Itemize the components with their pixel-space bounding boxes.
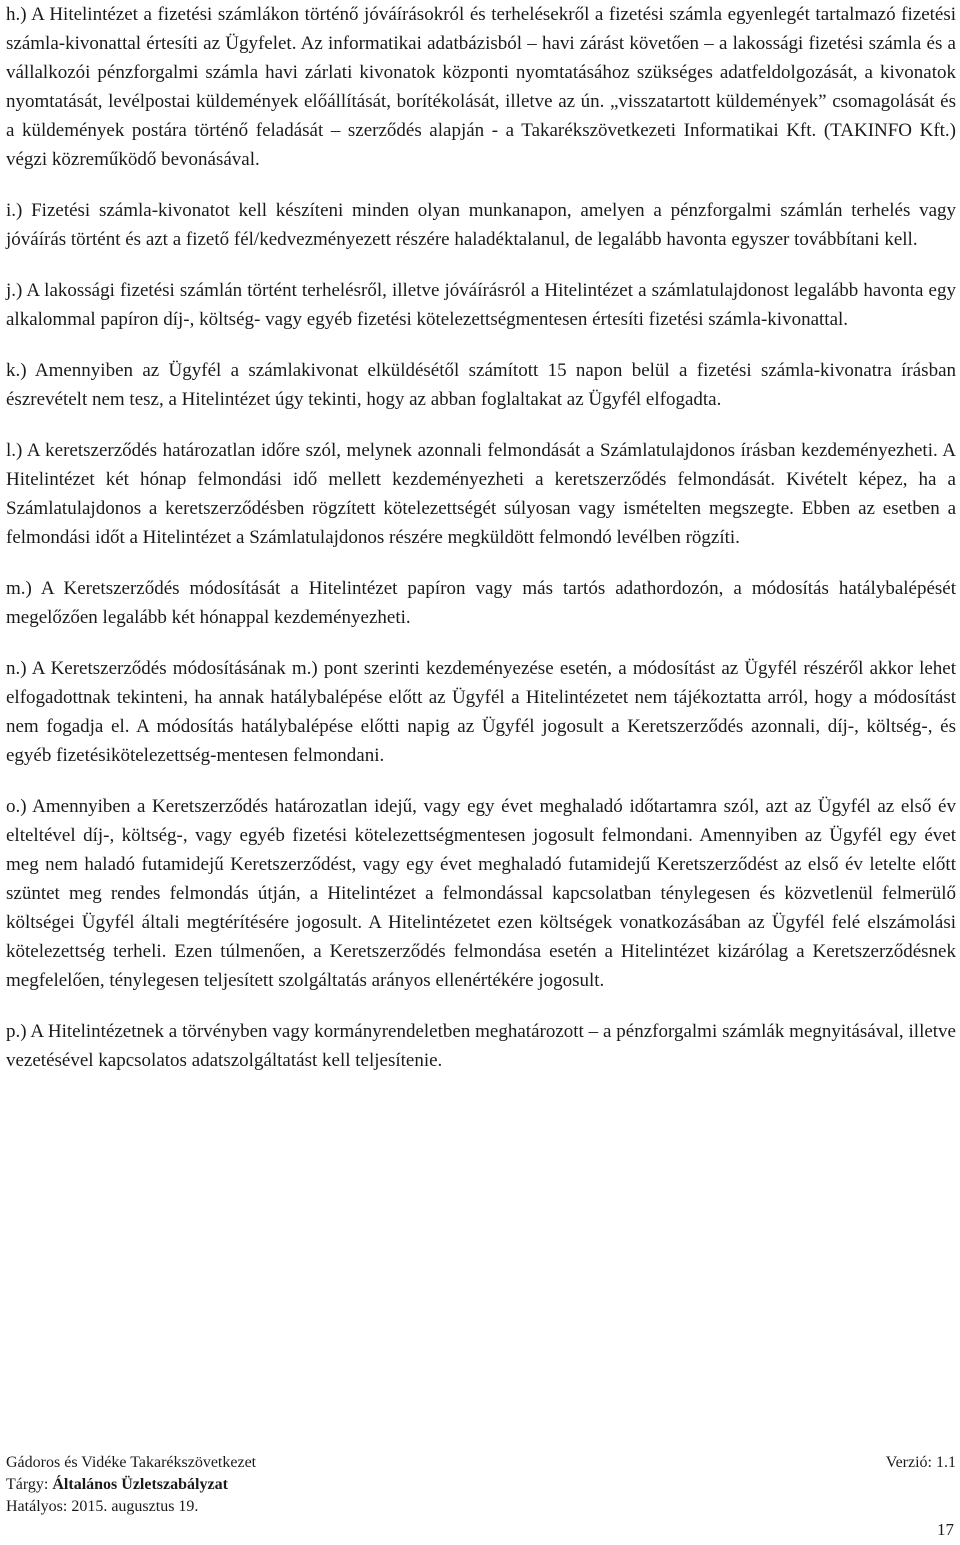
paragraph-text: A Hitelintézet a fizetési számlákon történő jóváírásokról és terhelésekről a fizetési számla egyenlegét tartalmazó fizetési számla-kivonattal értesíti az Ügyfelet. Az informatikai adatbázisból – havi zárást követően – a lakossági fizetési számla és a vállalkozói pénzforgalmi számla havi zárlati kivonatok központi nyomtatásához szükséges adatfeldolgozását, a kivonatok nyomtatását, levélpostai küldemények előállítását, borítékolását, illetve az ún. „visszatartott küldemények” csomagolását és a küldemények postára történő feladását – szerződés alapján - a Takarékszövetkezeti Informatikai Kft. (TAKINFO Kft.) végzi közreműködő bevonásával. [6,4,957,170]
paragraph-label: p.) [6,1021,27,1042]
version-label: Verzió: 1.1 [885,1454,956,1471]
paragraph-label: j.) [6,280,23,301]
paragraph-label: n.) [6,658,27,679]
paragraph-label: m.) [6,578,32,599]
paragraph-label: l.) [6,440,23,461]
paragraph-m [6,574,956,632]
subject-label: Tárgy: [6,1476,49,1493]
page-number: 17 [937,1520,954,1539]
effective-date: Hatályos: 2015. augusztus 19. [6,1498,199,1515]
paragraph-label: h.) [6,4,27,25]
paragraph-o [6,792,956,995]
paragraph-text: Amennyiben az Ügyfél a számlakivonat elküldésétől számított 15 napon belül a fizetési számla-kivonatra írásban észrevételt nem tesz, a Hitelintézet úgy tekinti, hogy az abban foglaltakat az Ügyfél elfogadta. [6,360,957,410]
paragraph-p [6,1017,956,1075]
paragraph-l [6,436,956,552]
institution-name: Gádoros és Vidéke Takarékszövetkezet [6,1454,257,1471]
paragraph-text: A Keretszerződés módosítását a Hitelintézet papíron vagy más tartós adathordozón, a módosítás hatálybalépését megelőzően legalább két hónappal kezdeményezheti. [6,578,957,628]
footer-row-institution [6,1452,956,1474]
paragraph-h [6,0,956,174]
paragraph-text: A Hitelintézetnek a törvényben vagy kormányrendeletben meghatározott – a pénzforgalmi számlák megnyitásával, illetve vezetésével kapcsolatos adatszolgáltatást kell teljesítenie. [6,1021,956,1071]
paragraph-k [6,356,956,414]
footer-subject [6,1474,956,1496]
paragraph-text: Fizetési számla-kivonatot kell készíteni minden olyan munkanapon, amelyen a pénzforgalmi számlán terhelés vagy jóváírás történt és azt a fizető fél/kedvezményezett részére haladéktalanul, de legalább havonta egyszer továbbítani kell. [6,200,957,250]
paragraph-text: Amennyiben a Keretszerződés határozatlan idejű, vagy egy évet meghaladó időtartamra szól, azt az Ügyfél az első év elteltével díj-, költség-, vagy egyéb fizetési kötelezettségmentesen jogosult felmondani. Amennyiben az Ügyfél egy évet meg nem haladó futamidejű Keretszerződést, vagy egy évet meghaladó futamidejű Keretszerződést az első év letelte előtt szüntet meg rendes felmondás útján, a Hitelintézet a felmondással kapcsolatban ténylegesen és közvetlenül felmerülő költségei Ügyfél általi megtérítésére jogosult. A Hitelintézetet ezen költségek vonatkozásában az Ügyfél felé elszámolási kötelezettség terheli. Ezen túlmenően, a Keretszerződés felmondása esetén a Hitelintézet kizárólag a Keretszerződésnek megfelelően, ténylegesen teljesített szolgáltatás arányos ellenértékére jogosult. [6,796,956,991]
paragraph-label: i.) [6,200,23,221]
document-body [6,0,956,1097]
paragraph-label: k.) [6,360,27,381]
paragraph-text: A lakossági fizetési számlán történt terhelésről, illetve jóváírásról a Hitelintézet a számlatulajdonost legalább havonta egy alkalommal papíron díj-, költség- vagy egyéb fizetési kötelezettségmentesen értesíti fizetési számla-kivonattal. [6,280,956,330]
page-footer [6,1452,956,1518]
paragraph-j [6,276,956,334]
paragraph-i [6,196,956,254]
paragraph-n [6,654,956,770]
paragraph-text: A Keretszerződés módosításának m.) pont szerinti kezdeményezése esetén, a módosítást az Ügyfél részéről akkor lehet elfogadottnak tekinteni, ha annak hatálybalépése előtt az Ügyfél a Hitelintézetet nem tájékoztatta arról, hogy a módosítást nem fogadja el. A módosítás hatálybalépése előtti napig az Ügyfél jogosult a Keretszerződés azonnali, díj-, költség-, és egyéb fizetésikötelezettség-mentesen felmondani. [6,658,957,766]
paragraph-label: o.) [6,796,27,817]
paragraph-text: A keretszerződés határozatlan időre szól, melynek azonnali felmondását a Számlatulajdonos írásban kezdeményezheti. A Hitelintézet két hónap felmondási idő mellett kezdeményezheti a keretszerződés felmondását. Kivételt képez, ha a Számlatulajdonos a keretszerződésben rögzített kötelezettségét súlyosan vagy ismételten megszegte. Ebben az esetben a felmondási időt a Hitelintézet a Számlatulajdonos részére megküldött felmondó levélben rögzíti. [6,440,956,548]
subject-value: Általános Üzletszabályzat [52,1476,228,1493]
